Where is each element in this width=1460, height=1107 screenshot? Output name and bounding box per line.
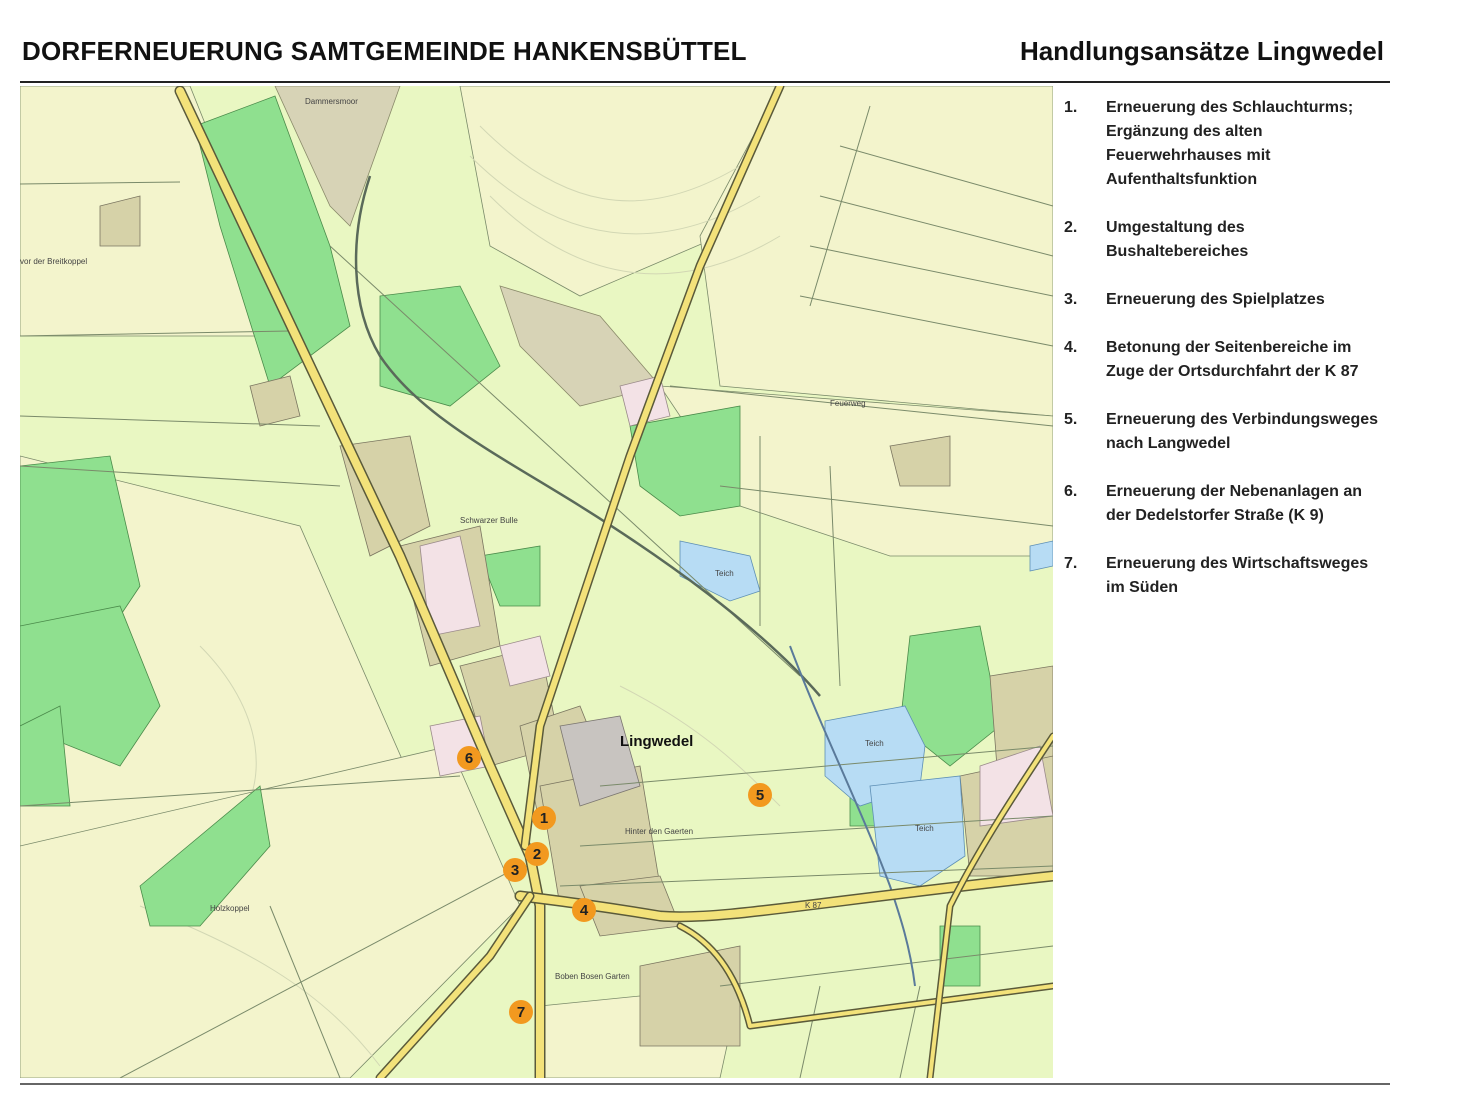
label-road-k87: K 87 (805, 901, 822, 910)
legend-item-1 (1064, 96, 1444, 192)
marker-3[interactable] (503, 858, 527, 882)
legend-item-6 (1064, 480, 1444, 528)
svg-text:6: 6 (464, 750, 474, 767)
label-teich-north: Teich (715, 569, 734, 578)
footer-divider (20, 1083, 1390, 1085)
legend-item-text: Erneuerung des Wirtschaftsweges im Süden (1106, 555, 1369, 596)
legend-item-7 (1064, 552, 1444, 600)
legend-item-number: 3. (1064, 291, 1078, 308)
legend-item-number: 6. (1064, 483, 1078, 500)
legend-list (1064, 96, 1444, 624)
legend-item-number: 5. (1064, 411, 1078, 428)
svg-text:4: 4 (579, 902, 589, 919)
page-subtitle: Handlungsansätze Lingwedel (1019, 36, 1384, 66)
label-boben-bosen-garten: Boben Bosen Garten (555, 972, 630, 981)
marker-7[interactable] (509, 1000, 533, 1024)
legend-item-number: 4. (1064, 339, 1078, 356)
page-title: DORFERNEUERUNG SAMTGEMEINDE HANKENSBÜTTEL (22, 36, 747, 66)
legend-item-2 (1064, 216, 1444, 264)
label-holzkoppel: Holzkoppel (210, 904, 250, 913)
label-teich-east: Teich (915, 824, 934, 833)
legend-item-3 (1064, 288, 1444, 312)
label-teich-small: Teich (865, 739, 884, 748)
marker-4[interactable] (572, 898, 596, 922)
svg-text:2: 2 (532, 846, 542, 863)
legend-item-text: Betonung der Seitenbereiche im Zuge der Ortsdurchfahrt der K 87 (1106, 339, 1359, 380)
legend-item-text: Erneuerung des Schlauchturms; Ergänzung des alten Feuerwehrhauses mit Aufenthaltsfunktion (1106, 99, 1354, 188)
place-name-label: Lingwedel (620, 733, 694, 750)
legend-item-4 (1064, 336, 1444, 384)
label-schwarzer-bulle: Schwarzer Bulle (460, 516, 518, 525)
label-vor-der-breite: vor der Breitkoppel (20, 257, 88, 266)
legend-item-text: Erneuerung des Verbindungsweges nach Langwedel (1106, 411, 1379, 452)
header-divider (20, 81, 1390, 83)
legend-item-5 (1064, 408, 1444, 456)
legend-item-number: 1. (1064, 99, 1078, 116)
label-feuerweg: Feuerweg (830, 399, 866, 408)
marker-5[interactable] (748, 783, 772, 807)
marker-6[interactable] (457, 746, 481, 770)
label-dammersmoor: Dammersmoor (305, 97, 358, 106)
svg-text:3: 3 (510, 862, 520, 879)
legend-item-number: 7. (1064, 555, 1078, 572)
legend-item-text: Erneuerung der Nebenanlagen an der Dedelstorfer Straße (K 9) (1106, 483, 1363, 524)
label-hinter-den-gaerten: Hinter den Gaerten (625, 827, 694, 836)
svg-text:5: 5 (755, 787, 765, 804)
legend-item-text: Umgestaltung des Bushaltebereiches (1106, 219, 1249, 260)
legend-item-number: 2. (1064, 219, 1078, 236)
svg-text:7: 7 (516, 1004, 526, 1021)
svg-text:1: 1 (539, 810, 549, 827)
marker-1[interactable] (532, 806, 556, 830)
map[interactable] (20, 86, 1053, 1078)
legend-item-text: Erneuerung des Spielplatzes (1106, 291, 1325, 308)
marker-2[interactable] (525, 842, 549, 866)
